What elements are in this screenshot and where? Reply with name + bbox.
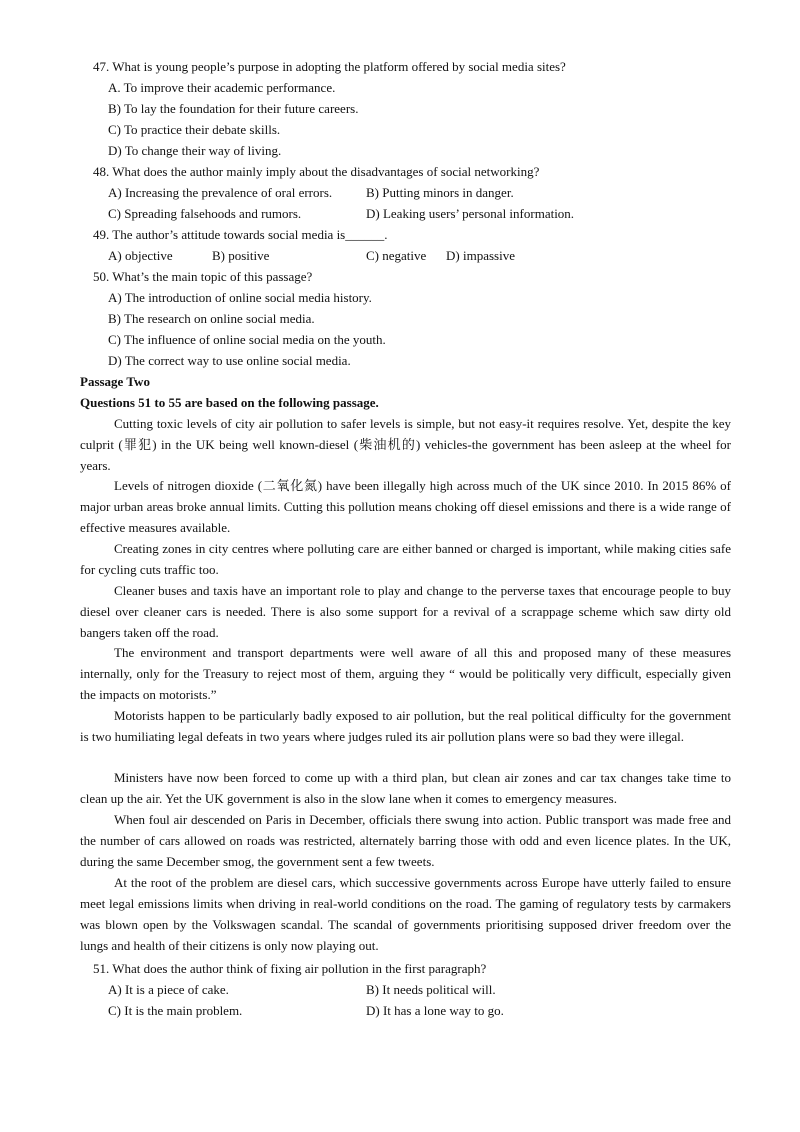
passage-instructions: Questions 51 to 55 are based on the following passage. xyxy=(80,395,379,410)
q49-option-d: D) impassive xyxy=(446,248,515,263)
q51-option-a: A) It is a piece of cake. xyxy=(108,982,229,997)
q48-option-b: B) Putting minors in danger. xyxy=(366,185,514,200)
paragraph-5: The environment and transport departments were well aware of all this and proposed many of these measures internally, only for the Treasury to reject most of them, arguing they “ would be politically very difficult, especially given the impacts on motorists.” xyxy=(80,645,731,702)
paragraph-8: When foul air descended on Paris in December, officials there swung into action. Public transport was made free and the number of cars allowed on roads was restricted, alternately barring those with odd and even licence plates. In the UK, during the same December smog, the government sent a few tweets. xyxy=(80,812,731,869)
q51-option-b: B) It needs political will. xyxy=(366,982,496,997)
question-49: 49. The author’s attitude towards social media is______. xyxy=(93,227,388,242)
paragraph-1: Cutting toxic levels of city air pollution to safer levels is simple, but not easy-it requires resolve. Yet, despite the key culprit (罪犯) in the UK being well known-diesel (柴油机的) vehicles-the government has been asleep at the wheel for years. xyxy=(80,416,731,473)
q47-option-d: D) To change their way of living. xyxy=(108,143,282,158)
q49-option-c: C) negative xyxy=(366,248,427,263)
q49-option-a: A) objective xyxy=(108,248,173,263)
paragraph-3: Creating zones in city centres where polluting care are either banned or charged is important, while making cities safe for cycling cuts traffic too. xyxy=(80,541,731,577)
paragraph-6: Motorists happen to be particularly badly exposed to air pollution, but the real political difficulty for the government is two humiliating legal defeats in two years where judges ruled its air pollution plans were so bad they were illegal. xyxy=(80,708,731,744)
question-51: 51. What does the author think of fixing air pollution in the first paragraph? xyxy=(93,961,487,976)
q51-option-c: C) It is the main problem. xyxy=(108,1003,243,1018)
passage-title: Passage Two xyxy=(80,374,150,389)
paragraph-4: Cleaner buses and taxis have an important role to play and change to the perverse taxes that encourage people to buy diesel over cleaner cars is needed. There is also some support for a revival of a scrappage scheme which saw dirty old bangers taken off the road. xyxy=(80,583,731,640)
q48-option-c: C) Spreading falsehoods and rumors. xyxy=(108,206,302,221)
q48-option-d: D) Leaking users’ personal information. xyxy=(366,206,575,221)
q49-option-b: B) positive xyxy=(212,248,270,263)
q47-option-c: C) To practice their debate skills. xyxy=(108,122,281,137)
q50-option-a: A) The introduction of online social media history. xyxy=(108,290,372,305)
question-47: 47. What is young people’s purpose in adopting the platform offered by social media sites? xyxy=(93,59,566,74)
q50-option-d: D) The correct way to use online social media. xyxy=(108,353,351,368)
q48-option-a: A) Increasing the prevalence of oral errors. xyxy=(108,185,333,200)
paragraph-2: Levels of nitrogen dioxide (二氧化氮) have been illegally high across much of the UK since 2010. In 2015 86% of major urban areas broke annual limits. Cutting this pollution means choking off diesel emissions and there is a wide range of effective measures available. xyxy=(80,478,731,535)
paragraph-7: Ministers have now been forced to come up with a third plan, but clean air zones and car tax changes take time to clean up the air. Yet the UK government is also in the slow lane when it comes to emergency measures. xyxy=(80,770,731,806)
q50-option-c: C) The influence of online social media on the youth. xyxy=(108,332,386,347)
q51-option-d: D) It has a lone way to go. xyxy=(366,1003,504,1018)
q47-option-b: B) To lay the foundation for their future careers. xyxy=(108,101,359,116)
question-50: 50. What’s the main topic of this passage? xyxy=(93,269,313,284)
q50-option-b: B) The research on online social media. xyxy=(108,311,315,326)
paragraph-9: At the root of the problem are diesel cars, which successive governments across Europe have utterly failed to ensure meet legal emissions limits when driving in real-world conditions on the road. The gaming of regulatory tests by carmakers was blown open by the Volkswagen scandal. The scandal of governments prioritising supposed driver freedom over the lungs and health of their citizens is only now playing out. xyxy=(80,875,731,953)
q47-option-a: A. To improve their academic performance. xyxy=(108,80,336,95)
question-48: 48. What does the author mainly imply about the disadvantages of social networking? xyxy=(93,164,540,179)
